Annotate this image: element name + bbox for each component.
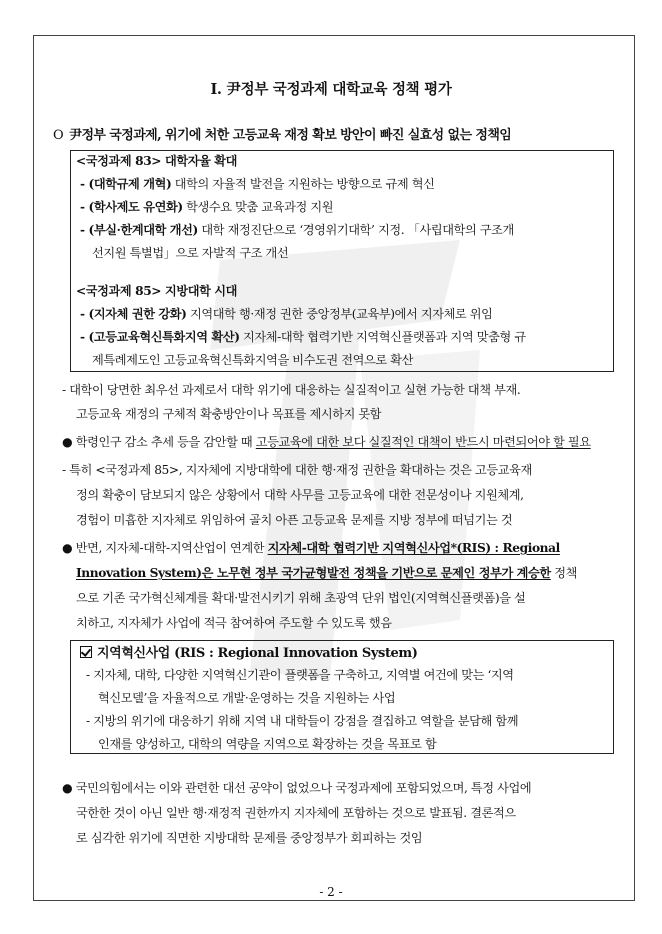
bullet-paragraph: ● 학령인구 감소 추세 등을 감안할 때 고등교육에 대한 보다 실질적인 대책이 반드시 마련되어야 할 필요 [62, 435, 591, 449]
task85-item: - (지자체 권한 강화) 지역대학 행·재정 권한 중앙정부(교육부)에서 지자체로 위임 [80, 307, 493, 321]
paragraph-line: 정의 확충이 담보되지 않은 상황에서 대학 사무를 고등교육에 대한 전문성이나 지원체계, [76, 488, 524, 502]
task83-item: - (학사제도 유연화) 학생수요 맞춤 교육과정 지원 [80, 200, 334, 214]
paragraph-line: Innovation System)은 노무현 정부 국가균형발전 정책을 기반으로 문제인 정부가 계승한 정책 [76, 566, 578, 580]
page-number: - 2 - [319, 885, 343, 899]
paragraph-line: - 대학이 당면한 최우선 과제로서 대학 위기에 대응하는 실질적이고 실현 가능한 대책 부재. [62, 383, 521, 397]
ris-line: 인재를 양성하고, 대학의 역량을 지역으로 확장하는 것을 목표로 함 [98, 737, 437, 751]
paragraph-line: 국한한 것이 아닌 일반 행·재정적 권한까지 지자체에 포함하는 것으로 발표됨. 결론적으 [76, 806, 516, 820]
task83-title: <국정과제 83> 대학자율 확대 [76, 154, 238, 168]
section-heading [53, 124, 511, 143]
task85-item: - (고등교육혁신특화지역 확산) 지자체-대학 협력기반 지역혁신플랫폼과 지역 맞춤형 규 [80, 330, 526, 344]
paragraph-line: 치하고, 지자체가 사업에 적극 참여하여 주도할 수 있도록 했음 [76, 616, 392, 630]
bullet-paragraph: ● 반면, 지자체-대학-지역산업이 연계한 지자체-대학 협력기반 지역혁신사업*(RIS) : Regional [62, 541, 560, 555]
ris-line: 혁신모델’을 자율적으로 개발·운영하는 것을 지원하는 사업 [98, 691, 396, 705]
ris-title: 지역혁신사업 (RIS : Regional Innovation System) [80, 645, 418, 662]
checkbox-icon [80, 646, 92, 658]
paragraph-line: - 특히 <국정과제 85>, 지자체에 지방대학에 대한 행·재정 권한을 확대하는 것은 고등교육재 [62, 463, 532, 477]
bullet-paragraph: ● 국민의힘에서는 이와 관련한 대선 공약이 없었으나 국정과제에 포함되었으며, 특정 사업에 [62, 781, 532, 795]
task83-item-cont: 선지원 특별법」으로 자발적 구조 개선 [92, 246, 289, 260]
paragraph-line: 고등교육 재정의 구체적 확충방안이나 목표를 제시하지 못함 [76, 407, 382, 421]
paragraph-line: 경험이 미흡한 지자체로 위임하여 골치 아픈 고등교육 문제를 지방 정부에 떠넘기는 것 [76, 513, 513, 527]
paragraph-line: 로 심각한 위기에 직면한 지방대학 문제를 중앙정부가 회피하는 것임 [76, 831, 423, 845]
task83-item: - (부실·한계대학 개선) 대학 재정진단으로 ‘경영위기대학’ 지정. 「사립대학의 구조개 [80, 223, 514, 237]
ris-line: - 지방의 위기에 대응하기 위해 지역 내 대학들이 강점을 결집하고 역할을 분담해 함께 [86, 714, 519, 728]
heading-text: 尹정부 국정과제, 위기에 처한 고등교육 재정 확보 방안이 빠진 실효성 없는 정책임 [69, 128, 512, 143]
task85-title: <국정과제 85> 지방대학 시대 [76, 284, 238, 298]
task85-item-cont: 제특례제도인 고등교육혁신특화지역을 비수도권 전역으로 확산 [92, 353, 413, 367]
page-title: Ⅰ. 尹정부 국정과제 대학교육 정책 평가 [210, 81, 452, 98]
task83-item: - (대학규제 개혁) 대학의 자율적 발전을 지원하는 방향으로 규제 혁신 [80, 177, 435, 191]
heading-bullet: O [53, 128, 64, 143]
paragraph-line: 으로 기존 국가혁신체계를 확대·발전시키기 위해 초광역 단위 법인(지역혁신플랫폼)을 설 [76, 591, 526, 605]
ris-line: - 지자체, 대학, 다양한 지역혁신기관이 플랫폼을 구축하고, 지역별 여건에 맞는 ‘지역 [86, 668, 514, 682]
